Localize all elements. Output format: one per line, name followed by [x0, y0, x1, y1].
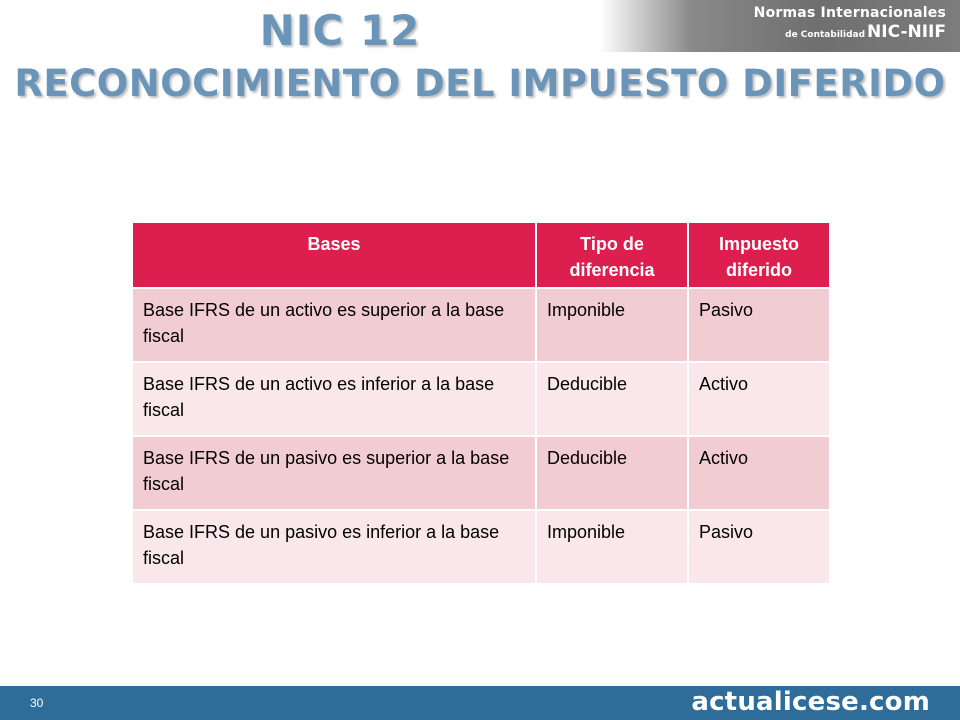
table-row	[132, 510, 830, 584]
table-cell-bases: Base IFRS de un pasivo es inferior a la base fiscal	[132, 510, 536, 584]
table-row	[132, 288, 830, 362]
banner-line-1: Normas Internacionales	[753, 5, 946, 21]
slide-title: NIC 12	[259, 6, 421, 55]
table-row	[132, 362, 830, 436]
table-cell-tipo: Deducible	[536, 436, 688, 510]
footer-bar	[0, 686, 960, 720]
table-cell-bases: Base IFRS de un pasivo es superior a la base fiscal	[132, 436, 536, 510]
table-row	[132, 436, 830, 510]
table-cell-impuesto: Pasivo	[688, 288, 830, 362]
table-cell-impuesto: Pasivo	[688, 510, 830, 584]
brand-link[interactable]: actualicese.com	[691, 687, 930, 717]
table-cell-tipo: Imponible	[536, 510, 688, 584]
page-number: 30	[30, 696, 44, 710]
table-cell-impuesto: Activo	[688, 436, 830, 510]
slide-subtitle: RECONOCIMIENTO DEL IMPUESTO DIFERIDO	[14, 62, 946, 105]
banner-line-2-prefix: de Contabilidad	[785, 30, 866, 40]
column-header-impuesto: Impuesto diferido	[688, 222, 830, 288]
table-cell-bases: Base IFRS de un activo es superior a la base fiscal	[132, 288, 536, 362]
table-header-row	[132, 222, 830, 288]
column-header-tipo: Tipo de diferencia	[536, 222, 688, 288]
banner-line-2-main: NIC-NIIF	[867, 22, 946, 42]
column-header-bases: Bases	[132, 222, 536, 288]
table-cell-bases: Base IFRS de un activo es inferior a la base fiscal	[132, 362, 536, 436]
table-cell-tipo: Deducible	[536, 362, 688, 436]
table-cell-tipo: Imponible	[536, 288, 688, 362]
table-cell-impuesto: Activo	[688, 362, 830, 436]
deferred-tax-table	[131, 221, 831, 585]
